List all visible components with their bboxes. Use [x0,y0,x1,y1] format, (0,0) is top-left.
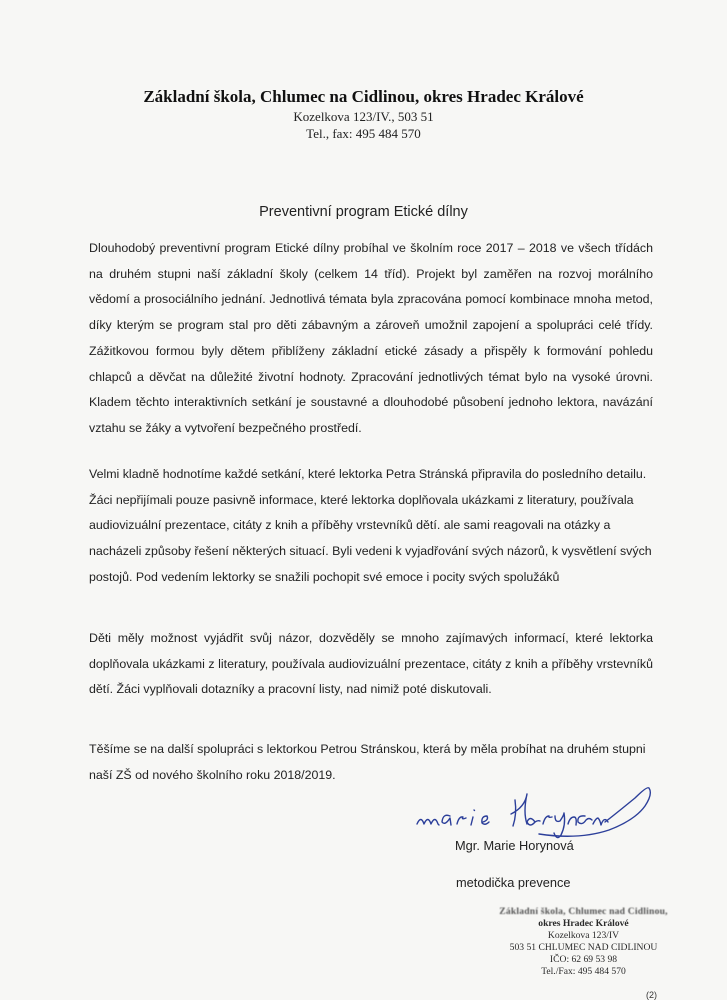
paragraph-text: Velmi kladně hodnotíme každé setkání, které lektorka Petra Stránská připravila do posledního detailu. Žáci nepřijímali pouze pasivně informace, které lektorka doplňovala ukázkami z literatury, používala audiovizuální prezentace, citáty z knih a příběhy vrstevníků dětí. ale sami reagovali na otázky a nacházeli způsoby řešení některých situací. Byli vedeni k vyjadřování svých názorů, k vysvětlení svých postojů. Pod vedením lektorky se snažili pochopit své emoce i pocity svých spolužáků [89,467,652,584]
signer-role: metodička prevence [456,875,571,890]
stamp-line: okres Hradec Králové [538,918,629,929]
signer-name: Mgr. Marie Horynová [455,838,574,853]
page-number: (2) [646,990,657,1000]
paragraph-text: Děti měly možnost vyjádřit svůj názor, dozvěděly se mnoho zajímavých informací, které lektorka doplňovala ukázkami z literatury, používala audiovizuální prezentace, citáty z knih a příběhy vrstevníků dětí. Žáci vyplňovali dotazníky a pracovní listy, nad nimiž poté diskutovali. [89,631,653,697]
school-address: Kozelkova 123/IV., 503 51 [293,109,434,124]
stamp-line: Základní škola, Chlumec nad Cidlinou, [499,906,668,917]
school-name: Základní škola, Chlumec na Cidlinou, okres Hradec Králové [143,87,584,106]
document-title: Preventivní program Etické dílny [259,204,468,220]
stamp-line: IČO: 62 69 53 98 [549,954,618,965]
paragraph-text: Těšíme se na další spolupráci s lektorkou Petrou Stránskou, která by měla probíhat na druhém stupni naší ZŠ od nového školního roku 2018/2019. [89,742,646,782]
stamp-line: Kozelkova 123/IV [547,930,620,941]
paragraph-2 [89,462,653,591]
school-phone: Tel., fax: 495 484 570 [306,126,421,141]
letterhead [0,86,727,142]
stamp-line: Tel./Fax: 495 484 570 [541,966,626,977]
stamp-line: 503 51 CHLUMEC NAD CIDLINOU [509,942,658,953]
handwritten-signature [395,780,675,845]
paragraph-1 [89,236,653,442]
paragraph-3 [89,626,653,703]
school-stamp [476,906,691,978]
paragraph-text: Dlouhodobý preventivní program Etické dílny probíhal ve školním roce 2017 – 2018 ve všech třídách na druhém stupni naší základní školy (celkem 14 tříd). Projekt byl zaměřen na rozvoj morálního vědomí a prosociálního jednání. Jednotlivá témata byla zpracována pomocí kombinace mnoha metod, díky kterým se program stal pro děti zábavným a zároveň umožnil zapojení a spolupráci celé třídy. Zážitkovou formou byly dětem přiblíženy základní etické zásady a přispěly k formování pohledu chlapců a děvčat na důležité životní hodnoty. Zpracování jednotlivých témat bylo na vysoké úrovni. Kladem těchto interaktivních setkání je soustavné a dlouhodobé působení jednoho lektora, navázání vztahu se žáky a vytvoření bezpečného prostředí. [89,241,653,435]
